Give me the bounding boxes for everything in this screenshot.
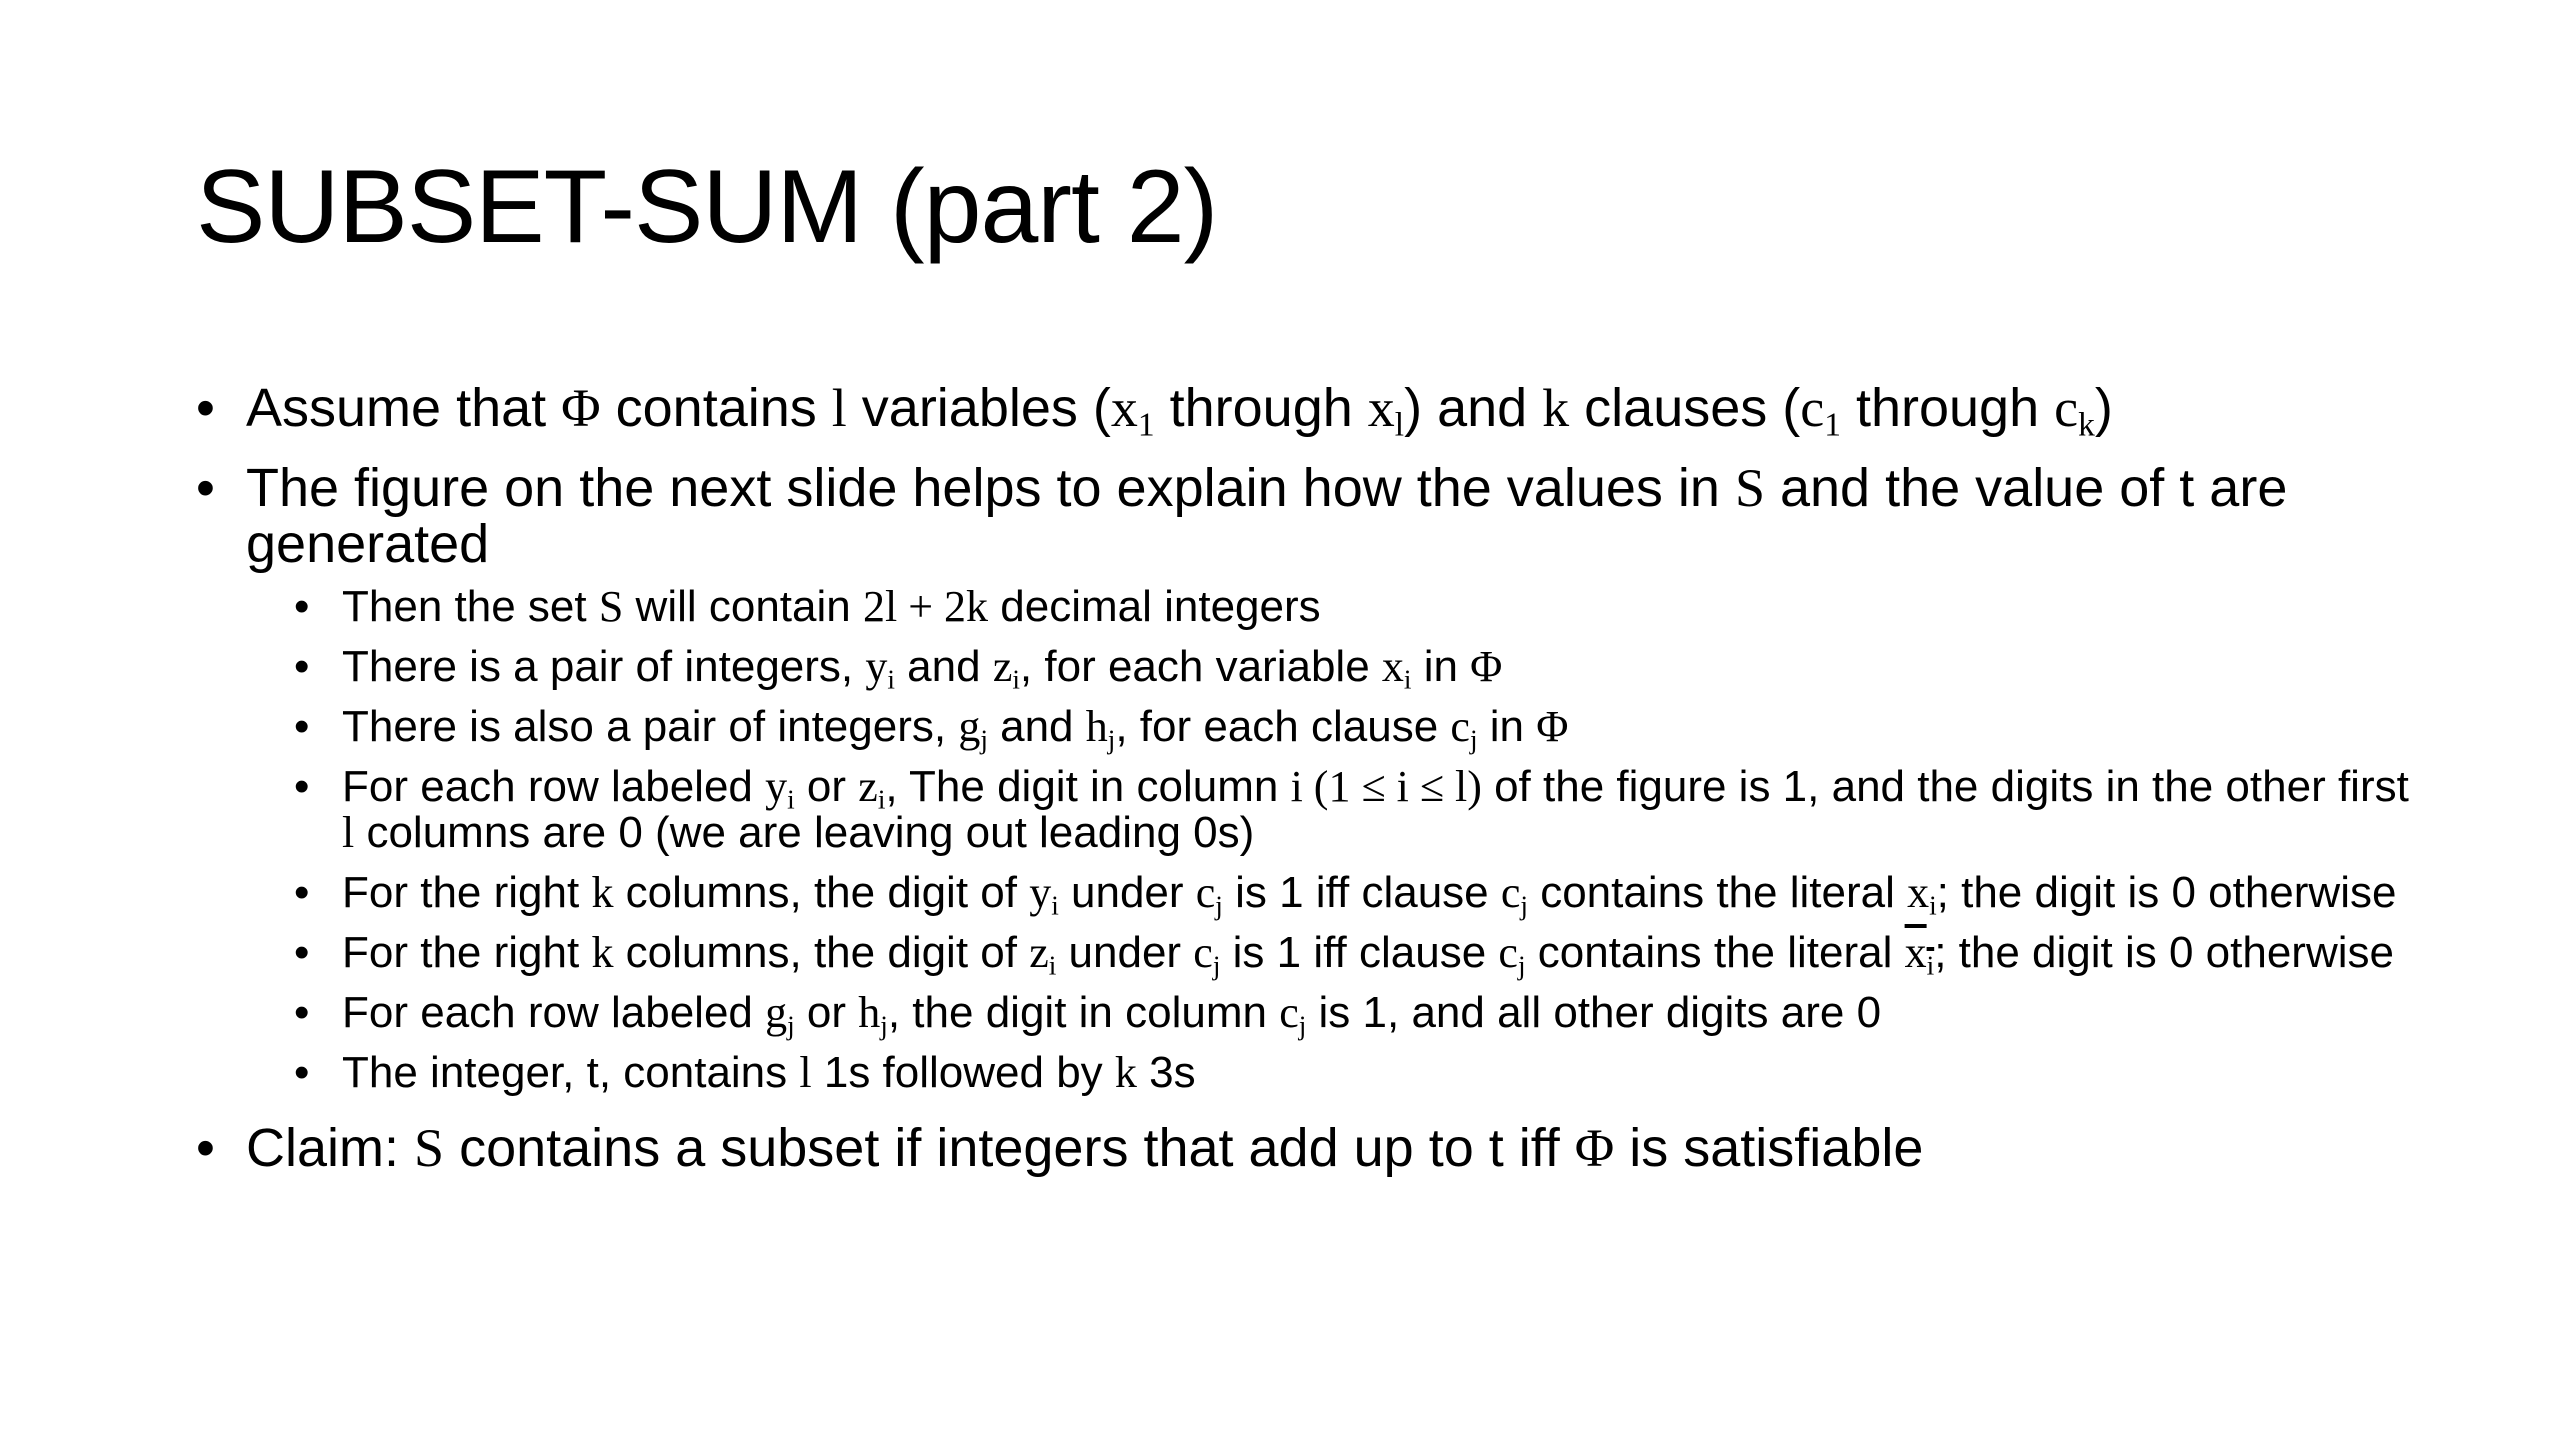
bullet-b2 [196,460,2426,1096]
text-run: ) [2094,378,2113,438]
math-subscript: i [1403,664,1412,695]
math-symbol: x [1381,642,1404,691]
math-symbol: S [598,582,624,631]
text-run: contains a subset if integers that add up to t iff [444,1118,1575,1178]
math-symbol: c [1193,928,1213,977]
math-symbol: c [2054,378,2079,438]
math-symbol: Φ [1574,1118,1615,1178]
text-run: contains the literal [1527,868,1908,917]
math-symbol: l [342,808,355,857]
text-run: For each row labeled [342,762,766,811]
math-symbol: 2l + 2k [862,582,989,631]
sub-bullet-b2-5 [294,868,2426,921]
math-subscript: i [1929,890,1937,921]
text-run: Then the set [342,582,599,631]
slide-content [196,380,2426,1200]
math-symbol: g [958,702,981,751]
text-run: , for each variable [1019,642,1382,691]
text-run: through [1154,378,1368,438]
math-subscript: j [880,1010,888,1041]
math-negated-literal [1904,928,1935,981]
text-run: , for each clause [1115,702,1451,751]
bullet-list [196,380,2426,1176]
math-symbol: x [1367,378,1395,438]
math-subscript: j [1212,950,1221,981]
sub-bullet-list [246,584,2426,1096]
math-subscript: j [1517,950,1526,981]
math-subscript: j [1107,724,1116,755]
math-symbol: y [865,642,888,691]
text-run: ; the digit is 0 otherwise [1934,928,2394,977]
text-run: For each row labeled [342,988,766,1037]
math-symbol: y [765,762,788,811]
math-symbol: k [1542,378,1570,438]
text-run: ) and [1404,378,1543,438]
math-subscript: k [2078,406,2095,444]
text-run: in [1477,702,1537,751]
math-symbol: z [992,642,1013,691]
sub-bullet-b2-3 [294,702,2426,755]
text-run: variables ( [846,378,1111,438]
text-run: contains [600,378,832,438]
math-symbol: h [1085,702,1108,751]
math-symbol: Φ [1470,642,1503,691]
sub-bullet-b2-6 [294,928,2426,981]
sub-bullet-b2-7 [294,988,2426,1041]
text-run: of the figure is 1, and the digits in the other first [1481,762,2409,811]
math-subscript: i [887,664,895,695]
text-run: For the right [342,928,592,977]
text-run: There is a pair of integers, [342,642,866,691]
math-symbol: z [858,762,878,811]
math-subscript: i [1051,890,1059,921]
text-run: under [1056,928,1194,977]
text-run: is 1 iff clause [1220,928,1499,977]
text-run: clauses ( [1569,378,1801,438]
text-run: ; the digit is 0 otherwise [1936,868,2397,917]
math-subscript: i [1012,664,1020,695]
text-run: or [794,988,859,1037]
text-run: and [894,642,993,691]
text-run: , The digit in column [885,762,1291,811]
sub-bullet-b2-1 [294,584,2426,630]
math-subscript: j [1469,724,1478,755]
math-subscript: i [787,784,795,815]
math-symbol: c [1279,988,1299,1037]
text-run: 3s [1136,1048,1196,1097]
text-run: is 1, and all other digits are 0 [1306,988,1882,1037]
math-subscript: j [1520,890,1528,921]
text-run: There is also a pair of integers, [342,702,959,751]
sub-bullet-b2-4 [294,764,2426,856]
math-subscript: 1 [1137,406,1155,444]
text-run: , the digit in column [887,988,1280,1037]
text-run: through [1840,378,2055,438]
math-subscript: j [980,724,988,755]
text-run: The figure on the next slide helps to explain how the values in [246,458,1735,518]
math-symbol: S [1734,458,1765,518]
text-run: columns, the digit of [613,868,1030,917]
math-symbol: Φ [1536,702,1569,751]
math-subscript: j [1298,1010,1307,1041]
slide-title: SUBSET-SUM (part 2) [196,149,1218,265]
math-symbol: l [799,1048,812,1097]
math-subscript: j [787,1010,795,1041]
math-symbol: x [1110,378,1138,438]
math-symbol: z [1029,928,1049,977]
math-symbol: g [765,988,788,1037]
text-run: will contain [623,582,863,631]
text-run: 1s followed by [811,1048,1115,1097]
math-symbol: x [1904,928,1927,977]
math-symbol: i (1 ≤ i ≤ l) [1290,762,1482,811]
text-run: and the value of t are generated [246,458,2288,574]
math-symbol: c [1800,378,1825,438]
math-symbol: x [1907,868,1930,917]
math-symbol: c [1195,868,1216,917]
text-run: in [1411,642,1471,691]
math-symbol: S [414,1118,445,1178]
math-symbol: Φ [561,378,601,438]
math-symbol: c [1498,928,1518,977]
bullet-b3 [196,1120,2426,1176]
math-subscript: j [1215,890,1223,921]
text-run: or [794,762,859,811]
math-subscript: 1 [1824,406,1841,444]
text-run: and [987,702,1086,751]
math-symbol: k [591,868,614,917]
text-run: contains the literal [1525,928,1905,977]
math-symbol: c [1500,868,1521,917]
math-subscript: l [1394,406,1405,444]
math-symbol: k [591,928,614,977]
text-run: under [1058,868,1196,917]
math-symbol: c [1450,702,1470,751]
text-run: The integer, t, contains [342,1048,800,1097]
math-subscript: i [1048,950,1057,981]
bullet-b1 [196,378,2426,444]
text-run: Claim: [246,1118,415,1178]
math-symbol: k [1114,1048,1137,1097]
math-subscript: i [877,784,886,815]
math-subscript: i [1926,950,1935,981]
sub-bullet-b2-8 [294,1050,2426,1096]
sub-bullet-b2-2 [294,642,2426,695]
text-run: is satisfiable [1614,1118,1924,1178]
text-run: columns, the digit of [613,928,1030,977]
math-symbol: l [831,378,847,438]
text-run: Assume that [246,378,562,438]
text-run: decimal integers [988,582,1321,631]
math-symbol: h [858,988,881,1037]
text-run: is 1 iff clause [1222,868,1501,917]
math-symbol: y [1029,868,1052,917]
text-run: For the right [342,868,592,917]
text-run: columns are 0 (we are leaving out leading 0s) [354,808,1255,857]
